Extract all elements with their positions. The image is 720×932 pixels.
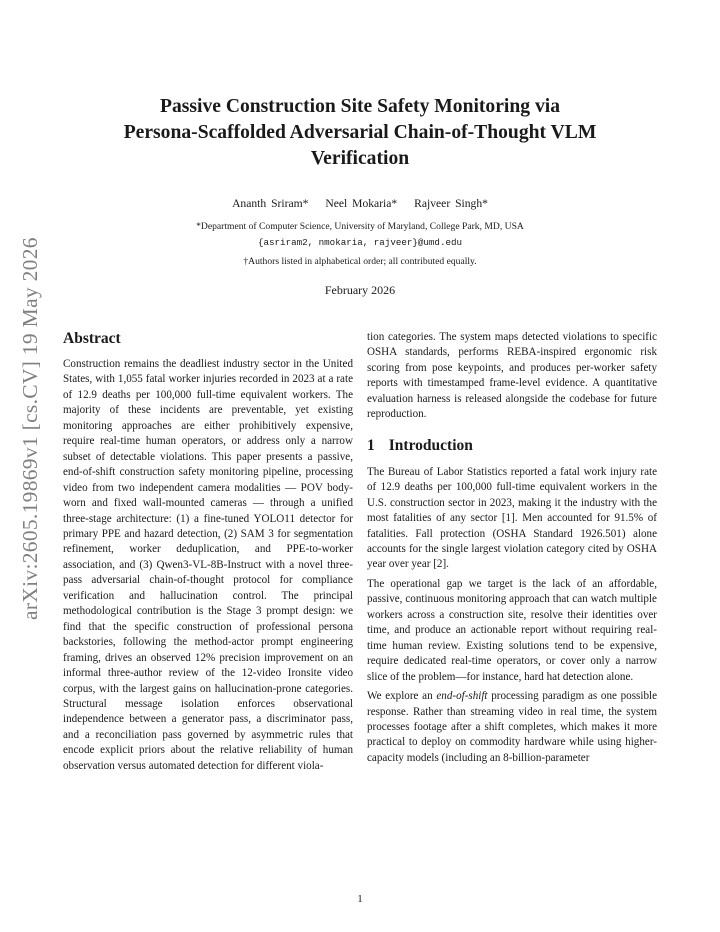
author-emails: {asriram2, nmokaria, rajveer}@umd.edu bbox=[258, 237, 462, 248]
author-2: Neel Mokaria* bbox=[325, 197, 398, 210]
section-heading-introduction bbox=[367, 437, 657, 455]
page-number: 1 bbox=[357, 893, 363, 905]
section-title: Introduction bbox=[388, 436, 473, 454]
abstract-heading: Abstract bbox=[63, 330, 121, 347]
right-column bbox=[367, 330, 657, 766]
left-column bbox=[63, 330, 353, 774]
intro-paragraph-2: The operational gap we target is the lack of an affordable, passive, continuous monitoring approach that can watch multiple workers across a construction site, resolve their identities over time, and produce an actionable report without requiring real-time human review. Existing solutions tend to be expensive, require dedicated real-time operators, or cover only a narrow slice of the problem—for instance, hard hat detection alone. bbox=[367, 577, 657, 683]
abstract-text: Construction remains the deadliest industry sector in the United States, with 1,055 fatal worker injuries recorded in 2023 at a rate of 12.9 deaths per 100,000 full-time equivalent workers. The majority of these incidents are preventable, yet existing monitoring approaches are either prohibitively expensive, require real-time human operators, or address only a narrow subset of detectable violations. This paper presents a passive, end-of-shift construction safety monitoring pipeline, processing video from two independent camera modalities — POV body-worn and fixed wall-mounted cameras — through a unified three-stage architecture: (1) a fine-tuned YOLO11 detector for primary PPE and hazard detection, (2) SAM 3 for segmentation refinement, worker deduplication, and PPE-to-worker association, and (3) Qwen3-VL-8B-Instruct with a novel three-pass adversarial chain-of-thought protocol for compliance verification and hallucination control. The principal methodological contribution is the Stage 3 prompt design: we find that the specific construction of professional persona backstories, following the method-actor prompt engineering framing, drives an observed 12% precision improvement on an informal three-author review of the 12-video Ironsite video corpus, with the largest gains on hallucination-prone categories. Structural message isolation enforces observational independence between a generator pass, a discriminator pass, and a reconciliation pass governed by asymmetric rules that encode explicit priors about the relative reliability of human observation versus automated detection for different viola- bbox=[63, 358, 353, 772]
publication-date: February 2026 bbox=[324, 283, 396, 297]
intro-paragraph-1: The Bureau of Labor Statistics reported a fatal work injury rate of 12.9 deaths per 100,000 full-time equivalent workers in the U.S. construction sector in 2023, making it the industry with the most fatalities of any sector [1]. Men accounted for 91.5% of fatalities. Fall protection (OSHA Standard 1926.501) alone accounts for the single largest violation category cited by OSHA year over year [2]. bbox=[367, 465, 657, 571]
intro-p3-start: We explore an bbox=[367, 690, 437, 703]
affiliation: *Department of Computer Science, University of Maryland, College Park, MD, USA bbox=[196, 221, 524, 232]
author-3: Rajveer Singh* bbox=[414, 197, 488, 210]
section-number: 1 bbox=[367, 436, 375, 454]
intro-p3-emphasis: end-of-shift bbox=[436, 690, 488, 703]
author-1: Ananth Sriram* bbox=[232, 197, 309, 210]
intro-paragraph-3 bbox=[367, 689, 657, 766]
paper-title bbox=[60, 94, 660, 172]
abstract-continued: tion categories. The system maps detected violations to specific OSHA standards, performs REBA-inspired ergonomic risk scoring from pose keypoints, and produces per-worker safety reports with timestamped frame-level evidence. A quantitative evaluation harness is released alongside the codebase for future reproduction. bbox=[367, 331, 657, 421]
arxiv-identifier: arXiv:2605.19869v1 [cs.CV] 19 May 2026 bbox=[18, 237, 42, 620]
author-note: †Authors listed in alphabetical order; all contributed equally. bbox=[243, 256, 477, 267]
title-line-2: Persona-Scaffolded Adversarial Chain-of-Thought VLM bbox=[123, 122, 597, 143]
title-line-1: Passive Construction Site Safety Monitoring via bbox=[159, 96, 561, 117]
intro-p3-rest: processing paradigm as one possible response. Rather than streaming video in real time, the system processes footage after a shift completes, which makes it more practical to deploy on commodity hardware while using higher-capacity models (including an 8-billion-parameter bbox=[367, 690, 657, 764]
title-line-3: Verification bbox=[310, 148, 410, 169]
author-list bbox=[60, 197, 660, 210]
